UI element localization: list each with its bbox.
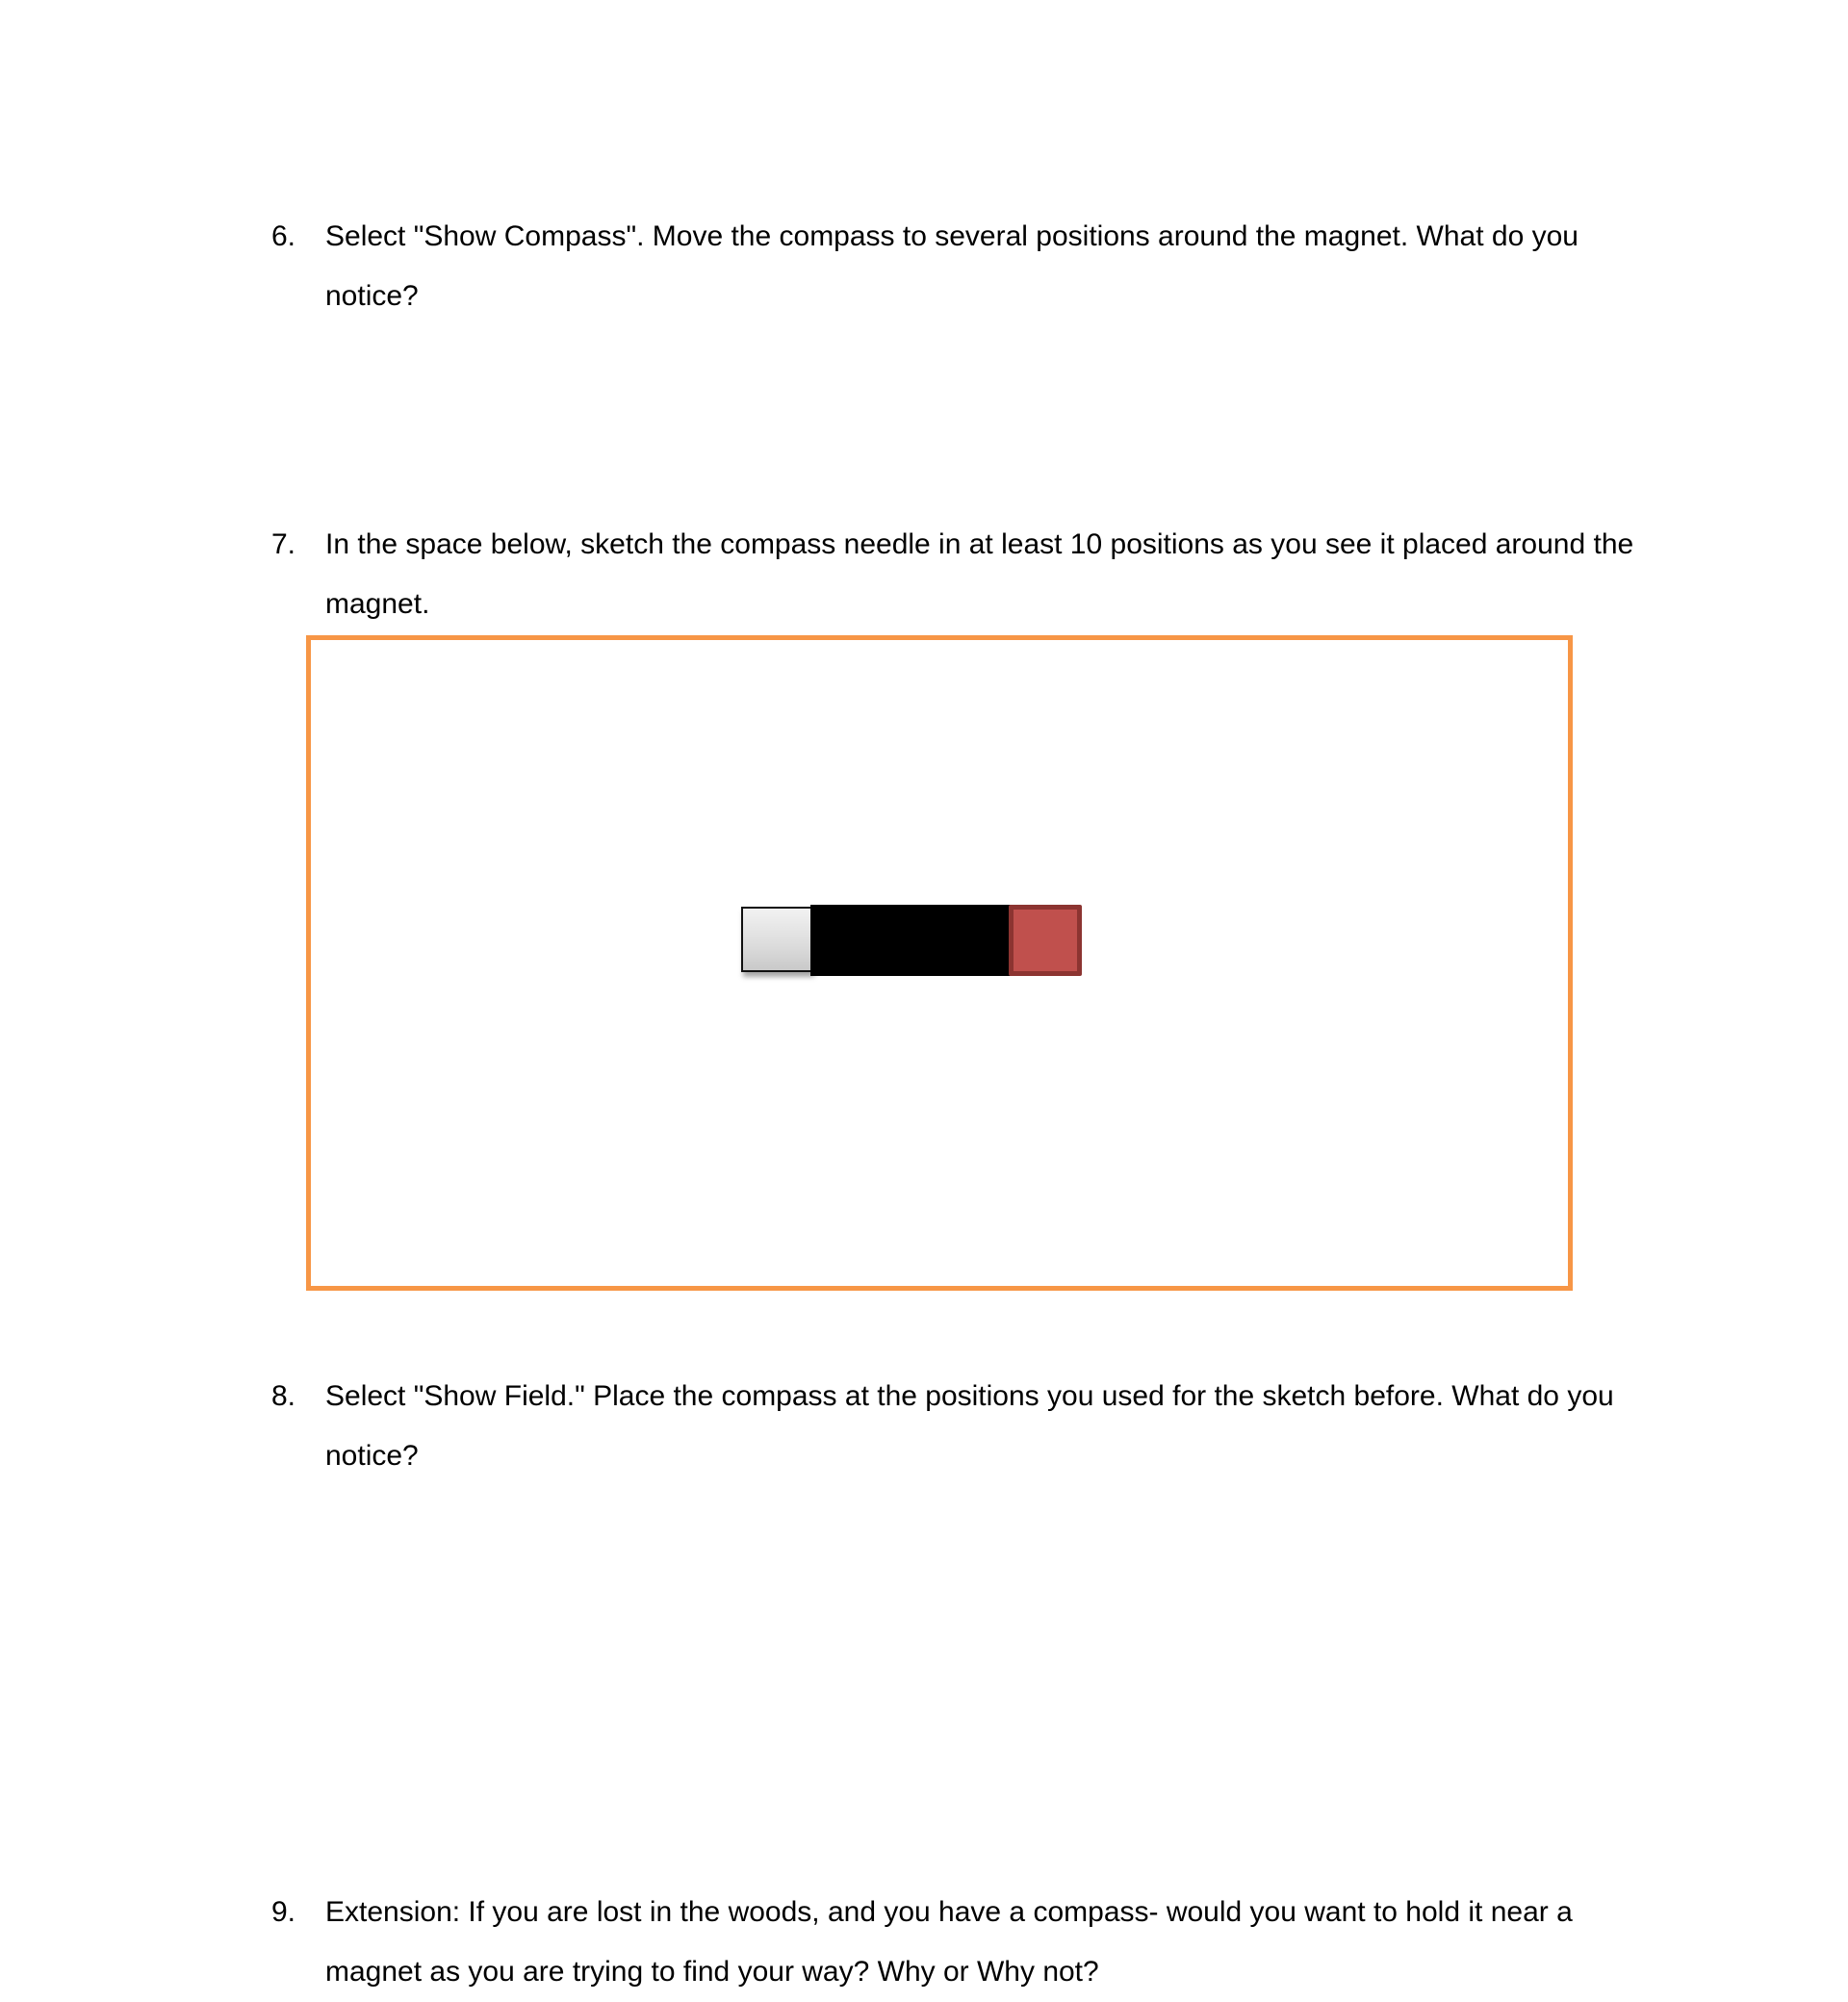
question-number: 8.: [271, 1380, 296, 1412]
question-7: [271, 515, 1638, 634]
question-text: Select "Show Compass". Move the compass to several positions around the magnet. What do you notice?: [325, 220, 1578, 312]
question-9: [271, 1883, 1638, 2002]
question-text: In the space below, sketch the compass needle in at least 10 positions as you see it placed around the magnet.: [325, 528, 1634, 620]
question-8: [271, 1367, 1638, 1486]
question-6: [271, 207, 1638, 326]
bar-magnet: [741, 905, 1082, 977]
question-number: 9.: [271, 1896, 296, 1928]
magnet-left-pole: [741, 907, 812, 972]
question-text: Select "Show Field." Place the compass at the positions you used for the sketch before. What do you notice?: [325, 1380, 1614, 1472]
magnet-body: [810, 905, 1011, 976]
question-number: 7.: [271, 528, 296, 560]
magnet-right-pole: [1009, 905, 1082, 976]
question-number: 6.: [271, 220, 296, 252]
question-text: Extension: If you are lost in the woods, and you have a compass- would you want to hold it near a magnet as you are trying to find your way? Why or Why not?: [325, 1896, 1573, 1988]
